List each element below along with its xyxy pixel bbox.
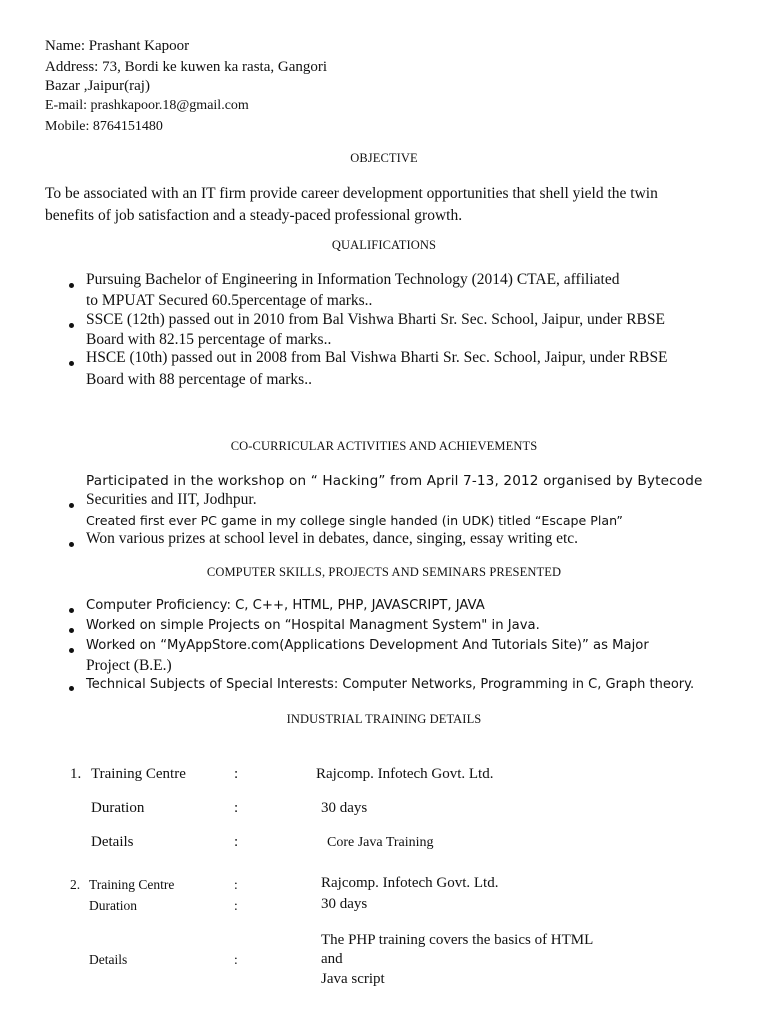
- training-2-centre-value: Rajcomp. Infotech Govt. Ltd.: [321, 875, 499, 891]
- training-2-duration-label: Duration: [89, 898, 137, 913]
- skill-3-line1: Worked on “MyAppStore.com(Applications Development And Tutorials Site)” as Major: [86, 638, 649, 653]
- activity-3: Won various prizes at school level in debates, dance, singing, essay writing etc.: [86, 530, 579, 547]
- training-1-details-colon: :: [234, 834, 239, 850]
- qualification-3-line2: Board with 88 percentage of marks..: [86, 371, 312, 388]
- training-heading: INDUSTRIAL TRAINING DETAILS: [286, 712, 482, 726]
- qualifications-heading: QUALIFICATIONS: [331, 238, 437, 252]
- contact-address-line2: Bazar ,Jaipur(raj): [45, 78, 150, 94]
- training-1-centre-value: Rajcomp. Infotech Govt. Ltd.: [316, 766, 494, 782]
- bullet-icon: [69, 608, 74, 613]
- training-1-centre-label: Training Centre: [91, 766, 186, 782]
- training-2-centre-label: Training Centre: [89, 877, 175, 892]
- objective-line1: To be associated with an IT firm provide career development opportunities that shell yield the twin: [45, 185, 658, 202]
- bullet-icon: [69, 361, 74, 366]
- skill-1: Computer Proficiency: C, C++, HTML, PHP, JAVASCRIPT, JAVA: [86, 598, 485, 613]
- qualification-1-line1: Pursuing Bachelor of Engineering in Information Technology (2014) CTAE, affiliated: [86, 271, 620, 288]
- activities-heading: CO-CURRICULAR ACTIVITIES AND ACHIEVEMENTS: [230, 439, 538, 453]
- qualification-2-line2: Board with 82.15 percentage of marks..: [86, 331, 332, 348]
- skill-3-line2: Project (B.E.): [86, 657, 172, 674]
- qualification-3-line1: HSCE (10th) passed out in 2008 from Bal Vishwa Bharti Sr. Sec. School, Jaipur, under RBSE: [86, 349, 668, 366]
- training-1-details-value: Core Java Training: [327, 835, 434, 850]
- training-1-duration-label: Duration: [91, 800, 145, 816]
- bullet-icon: [69, 686, 74, 691]
- bullet-icon: [69, 648, 74, 653]
- bullet-icon: [69, 503, 74, 508]
- contact-address-line1: Address: 73, Bordi ke kuwen ka rasta, Gangori: [45, 59, 328, 75]
- activity-1-line1: Participated in the workshop on “ Hacking” from April 7-13, 2012 organised by Bytecode: [86, 473, 703, 489]
- training-2-details-line2: and: [321, 951, 343, 967]
- skills-heading: COMPUTER SKILLS, PROJECTS AND SEMINARS PRESENTED: [206, 565, 562, 579]
- bullet-icon: [69, 283, 74, 288]
- training-1-duration-colon: :: [234, 800, 239, 816]
- training-2-duration-colon: :: [234, 898, 238, 913]
- objective-line2: benefits of job satisfaction and a steady-paced professional growth.: [45, 207, 463, 224]
- activity-2: Created first ever PC game in my college single handed (in UDK) titled “Escape Plan”: [86, 513, 623, 528]
- bullet-icon: [69, 542, 74, 547]
- contact-name: Name: Prashant Kapoor: [45, 38, 190, 54]
- training-1-centre-colon: :: [234, 766, 239, 782]
- training-2-centre-colon: :: [234, 877, 238, 892]
- training-2-details-label: Details: [89, 952, 128, 967]
- objective-heading: OBJECTIVE: [350, 151, 418, 165]
- training-2-number: 2.: [70, 877, 81, 892]
- contact-mobile: Mobile: 8764151480: [45, 119, 163, 134]
- qualification-1-line2: to MPUAT Secured 60.5percentage of marks..: [86, 292, 373, 309]
- training-1-details-label: Details: [91, 834, 134, 850]
- training-2-details-line1: The PHP training covers the basics of HTML: [321, 932, 594, 948]
- contact-email: E-mail: prashkapoor.18@gmail.com: [45, 98, 249, 113]
- bullet-icon: [69, 628, 74, 633]
- training-1-duration-value: 30 days: [321, 800, 368, 816]
- qualification-2-line1: SSCE (12th) passed out in 2010 from Bal Vishwa Bharti Sr. Sec. School, Jaipur, under RBSE: [86, 311, 665, 328]
- activity-1-line2: Securities and IIT, Jodhpur.: [86, 491, 257, 508]
- skill-4: Technical Subjects of Special Interests: Computer Networks, Programming in C, Graph theory.: [86, 677, 695, 692]
- training-2-details-line3: Java script: [321, 971, 385, 987]
- skill-2: Worked on simple Projects on “Hospital Managment System" in Java.: [86, 618, 540, 633]
- training-2-details-colon: :: [234, 952, 238, 967]
- training-1-number: 1.: [70, 766, 82, 782]
- training-2-duration-value: 30 days: [321, 896, 368, 912]
- bullet-icon: [69, 323, 74, 328]
